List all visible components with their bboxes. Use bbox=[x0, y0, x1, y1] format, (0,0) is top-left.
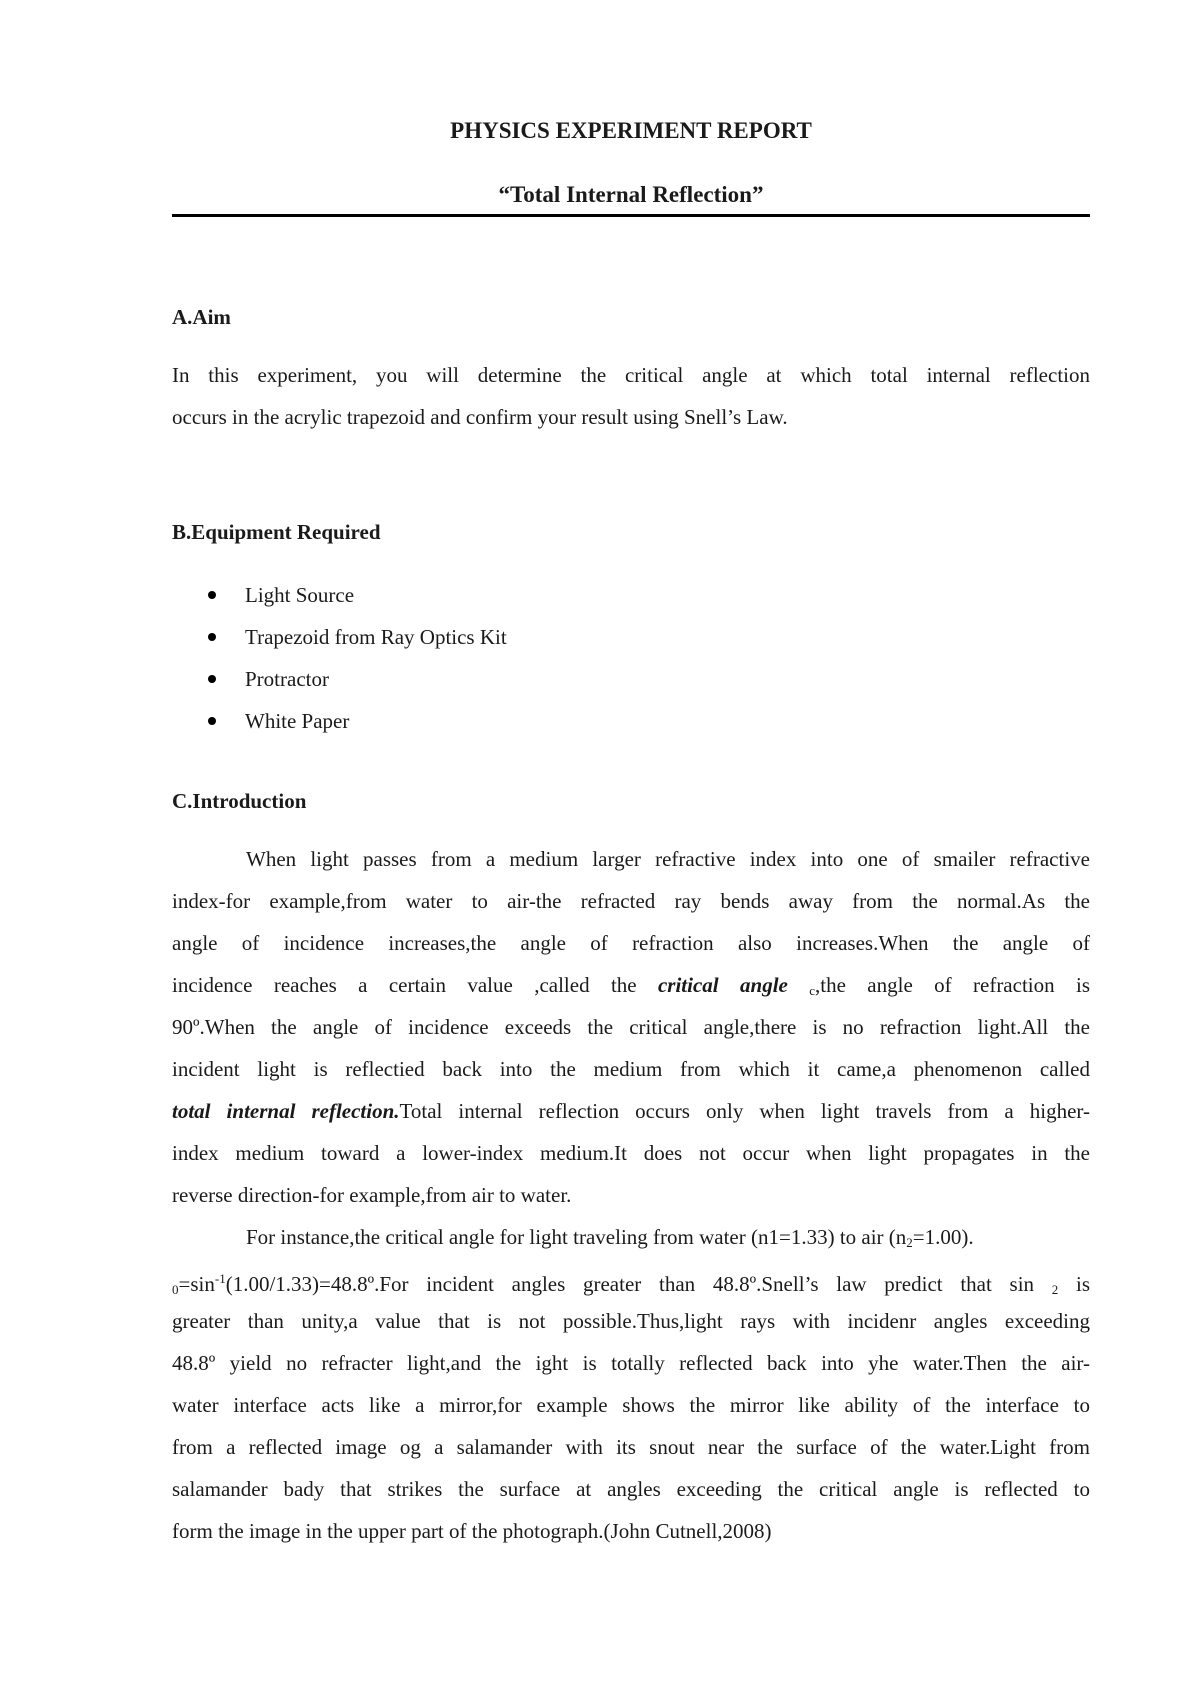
bullet-icon bbox=[208, 675, 216, 683]
text-line: When light passes from a medium larger refractive index into one of smailer refractive bbox=[246, 847, 1090, 871]
equipment-heading: B.Equipment Required bbox=[172, 520, 381, 544]
title-divider bbox=[172, 214, 1090, 217]
introduction-paragraph-1 bbox=[172, 838, 1090, 1216]
list-item: Protractor bbox=[172, 658, 507, 700]
text-line: form the image in the upper part of the photograph.(John Cutnell,2008) bbox=[172, 1519, 772, 1543]
aim-paragraph bbox=[172, 354, 1090, 438]
text-line: incident light is reflectied back into the medium from which it came,a phenomenon called bbox=[172, 1057, 1090, 1081]
text-line: angle of incidence increases,the angle of refraction also increases.When the angle of bbox=[172, 931, 1090, 955]
text-line: For instance,the critical angle for light traveling from water (n1=1.33) to air $(n_2=1.00)$. bbox=[246, 1225, 974, 1250]
text-line: $_0=\sin^{-1}(1.00/1.33)=48.8º.For$ incident angles greater than 48.8º.Snell’s law predict that sin $_2$ is bbox=[172, 1271, 1090, 1297]
tir-term: total internal reflection. bbox=[172, 1099, 400, 1123]
text-line: salamander bady that strikes the surface at angles exceeding the critical angle is reflected to bbox=[172, 1477, 1090, 1501]
equipment-list bbox=[172, 574, 507, 742]
bullet-icon bbox=[208, 591, 216, 599]
text-line: incidence reaches a certain value ,called the critical angle $_c$,the angle of refraction is bbox=[172, 973, 1091, 998]
text-line: from a reflected image og a salamander with its snout near the surface of the water.Light from bbox=[172, 1435, 1090, 1459]
aim-heading: A.Aim bbox=[172, 305, 231, 329]
text-line: index-for example,from water to air-the refracted ray bends away from the normal.As the bbox=[172, 889, 1090, 913]
list-item: White Paper bbox=[172, 700, 507, 742]
report-title: PHYSICS EXPERIMENT REPORT bbox=[450, 118, 812, 143]
bullet-icon bbox=[208, 633, 216, 641]
text-line: total internal reflection.Total internal reflection occurs only when light travels from a higher- bbox=[172, 1099, 1090, 1123]
introduction-heading: C.Introduction bbox=[172, 789, 307, 813]
aim-line: occurs in the acrylic trapezoid and confirm your result using Snell’s Law. bbox=[172, 405, 788, 429]
introduction-paragraph-2 bbox=[172, 1216, 1090, 1552]
list-item: Light Source bbox=[172, 574, 507, 616]
text-line: greater than unity,a value that is not possible.Thus,light rays with incidenr angles exceeding bbox=[172, 1309, 1090, 1333]
critical-angle-term: critical angle bbox=[657, 973, 788, 997]
list-item: Trapezoid from Ray Optics Kit bbox=[172, 616, 507, 658]
text-line: 48.8º yield no refracter light,and the ight is totally reflected back into yhe water.Then the air- bbox=[172, 1351, 1090, 1375]
text-line: index medium toward a lower-index medium.It does not occur when light propagates in the bbox=[172, 1141, 1090, 1165]
bullet-icon bbox=[208, 717, 216, 725]
text-line: reverse direction-for example,from air to water. bbox=[172, 1183, 572, 1207]
text-line: water interface acts like a mirror,for example shows the mirror like ability of the interface to bbox=[172, 1393, 1090, 1417]
aim-line: In this experiment, you will determine the critical angle at which total internal reflection bbox=[172, 363, 1090, 387]
text-line: 90º.When the angle of incidence exceeds the critical angle,there is no refraction light.All the bbox=[172, 1015, 1090, 1039]
report-subtitle: “Total Internal Reflection” bbox=[498, 182, 764, 207]
